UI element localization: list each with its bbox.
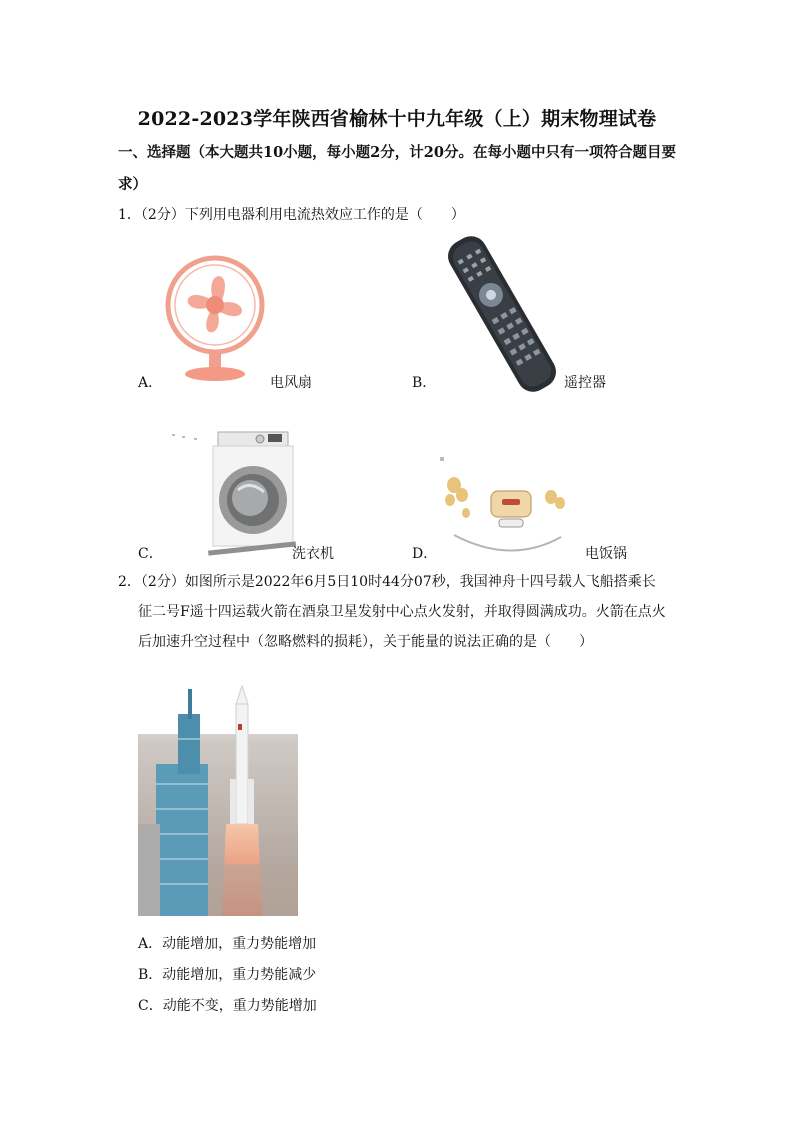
option-b-caption: 遥控器 xyxy=(564,375,606,391)
option-a-caption: 电风扇 xyxy=(270,375,312,391)
question-2-option-b: B．动能增加，重力势能减少 xyxy=(138,967,317,983)
question-2-option-c: C．动能不变，重力势能增加 xyxy=(138,998,317,1014)
question-2-stem-line-1: 2．（2分）如图所示是2022年6月5日10时44分07秒，我国神舟十四号载人飞船搭乘长 xyxy=(118,574,656,590)
option-c-caption: 洗衣机 xyxy=(292,546,334,562)
section-heading-line-2: 求） xyxy=(118,176,147,193)
question-2-stem-line-3: 后加速升空过程中（忽略燃料的损耗），关于能量的说法正确的是（ ） xyxy=(138,634,593,650)
rice-cooker-image xyxy=(436,455,586,555)
option-c-letter: C． xyxy=(138,546,163,562)
question-2-option-a: A．动能增加，重力势能增加 xyxy=(138,936,317,952)
question-1-stem: 1．（2分）下列用电器利用电流热效应工作的是（ ） xyxy=(118,207,465,223)
rocket-launch-image xyxy=(138,684,298,916)
option-b-letter: B． xyxy=(412,375,437,391)
fan-image xyxy=(160,250,270,385)
option-d-letter: D． xyxy=(412,546,438,562)
washing-machine-image xyxy=(168,420,298,558)
section-heading-line-1: 一、选择题（本大题共10小题，每小题2分，计20分。在每小题中只有一项符合题目要 xyxy=(118,144,676,161)
page-title: 2022-2023学年陕西省榆林十中九年级（上）期末物理试卷 xyxy=(137,108,657,130)
question-2-stem-line-2: 征二号F遥十四运载火箭在酒泉卫星发射中心点火发射，并取得圆满成功。火箭在点火 xyxy=(138,604,666,620)
remote-control-image xyxy=(432,234,572,394)
option-a-letter: A． xyxy=(138,375,163,391)
option-d-caption: 电饭锅 xyxy=(585,546,627,562)
